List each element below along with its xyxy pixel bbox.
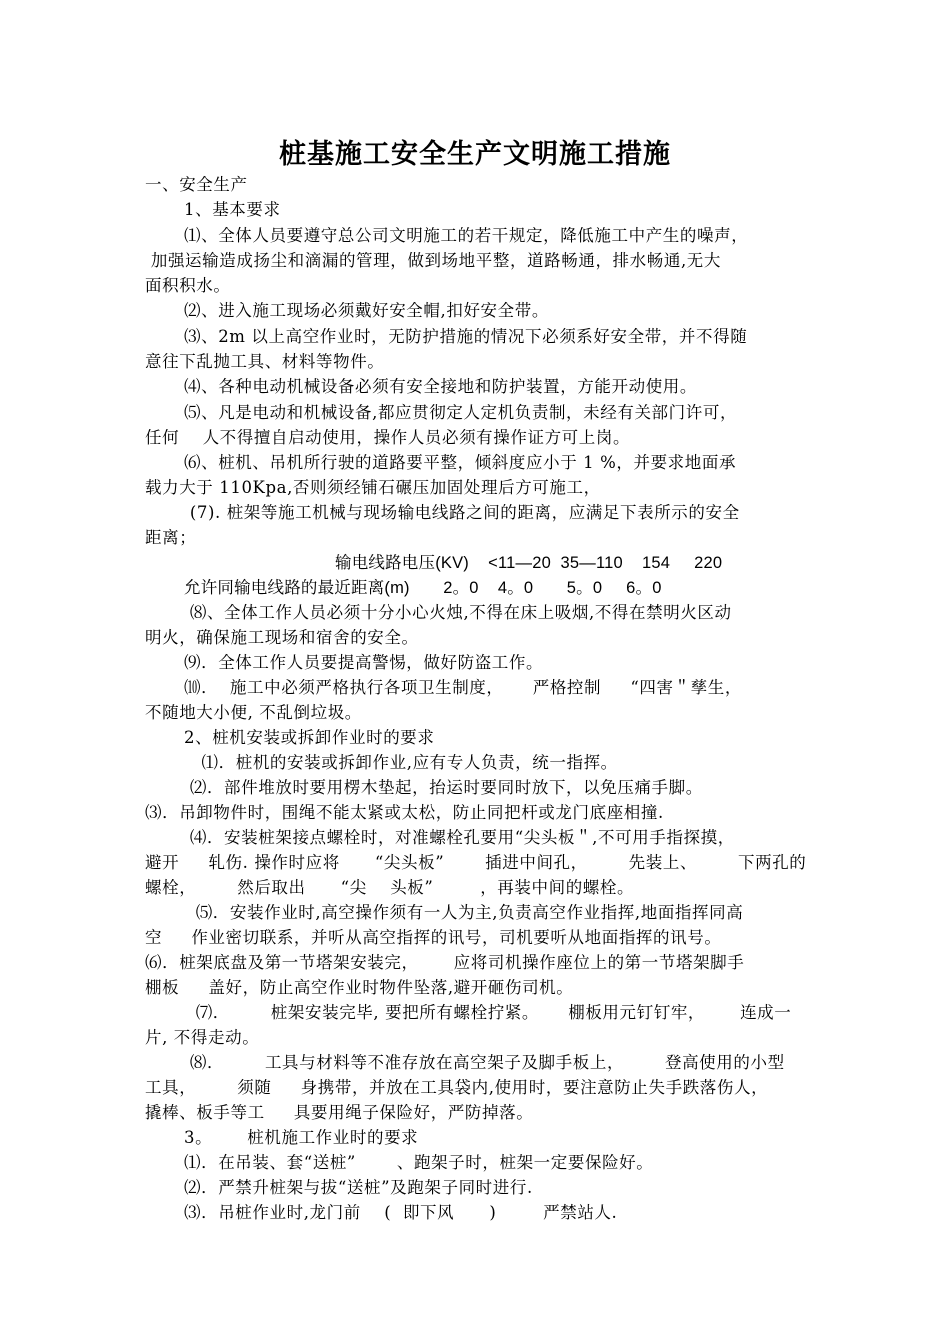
paragraph-line: 避开 轧伤. 操作时应将 “尖头板” 插进中间孔， 先装上、 下两孔的 [145, 853, 807, 872]
page-title: 桩基施工安全生产文明施工措施 [279, 139, 671, 170]
paragraph-line: 棚板 盖好，防止高空作业时物件坠落,避开砸伤司机。 [145, 978, 574, 997]
table-value-row: 允许同输电线路的最近距离(m) 2。0 4。0 5。0 6。0 [184, 579, 662, 597]
paragraph-line: ⑴．桩机的安装或拆卸作业,应有专人负责，统一指挥。 [184, 753, 618, 772]
paragraph-line: 工具， 须随 身携带，并放在工具袋内,使用时，要注意防止失手跌落伤人， [145, 1078, 769, 1097]
table-header-row: 输电线路电压(KV) <11—20 35—110 154 220 [335, 554, 723, 572]
paragraph-line: ⑹．桩架底盘及第一节塔架安装完， 应将司机操作座位上的第一节塔架脚手 [145, 953, 745, 972]
paragraph-line: 面积积水。 [145, 276, 231, 295]
paragraph-line: ⑵、进入施工现场必须戴好安全帽,扣好安全带。 [184, 301, 549, 320]
paragraph-line: ⑷、各种电动机械设备必须有安全接地和防护装置，方能开动使用。 [184, 377, 697, 396]
paragraph-line: 意往下乱抛工具、材料等物件。 [145, 352, 385, 371]
subsection-heading: 3。 桩机施工作业时的要求 [184, 1128, 419, 1147]
paragraph-line: 明火，确保施工现场和宿舍的安全。 [145, 628, 419, 647]
paragraph-line: ⑴．在吊装、套“送桩” 、跑架子时，桩架一定要保险好。 [184, 1153, 654, 1172]
paragraph-line: ⑶．吊桩作业时,龙门前 ( 即下风 ) 严禁站人. [184, 1203, 618, 1222]
paragraph-line: ⑶、2m 以上高空作业时，无防护措施的情况下必须系好安全带，并不得随 [184, 327, 748, 346]
paragraph-line: 空 作业密切联系，并听从高空指挥的讯号，司机要听从地面指挥的讯号。 [145, 928, 722, 947]
subsection-heading: 1、基本要求 [184, 200, 281, 219]
paragraph-line: ⑹、桩机、吊机所行驶的道路要平整，倾斜度应小于 1 %，并要求地面承 [184, 453, 737, 472]
paragraph-line: ⑺． 桩架安装完毕, 要把所有螺栓拧紧。 棚板用元钉钉牢， 连成一 [184, 1003, 792, 1022]
paragraph-line: 不随地大小便, 不乱倒垃圾。 [145, 703, 362, 722]
paragraph-line: ⑵．严禁升桩架与拔“送桩”及跑架子同时进行. [184, 1178, 533, 1197]
paragraph-line: 任何 人不得擅自启动使用，操作人员必须有操作证方可上岗。 [145, 428, 631, 447]
paragraph-line: ⑷．安装桩架接点螺栓时，对准螺栓孔要用“尖头板＂,不可用手指探摸， [184, 828, 735, 847]
paragraph-line: 载力大于 110Kpa,否则须经铺石碾压加固处理后方可施工， [145, 478, 601, 497]
paragraph-line: ⑻． 工具与材料等不准存放在高空架子及脚手板上， 登高使用的小型 [184, 1053, 785, 1072]
paragraph-line: ⑽． 施工中必须严格执行各项卫生制度， 严格控制 “四害＂孳生， [184, 678, 742, 697]
paragraph-line: 螺栓， 然后取出 “尖 头板” ，再装中间的螺栓。 [145, 878, 635, 897]
paragraph-line: ⑶．吊卸物件时，围绳不能太紧或太松，防止同把杆或龙门底座相撞. [145, 803, 664, 822]
paragraph-line: ⑻、全体工作人员必须十分小心火烛,不得在床上吸烟,不得在禁明火区动 [184, 603, 732, 622]
paragraph-line: 片, 不得走动。 [145, 1028, 260, 1047]
paragraph-line: ⑸、凡是电动和机械设备,都应贯彻定人定机负责制，未经有关部门许可， [184, 403, 738, 422]
paragraph-line: 加强运输造成扬尘和滴漏的管理，做到场地平整，道路畅通，排水畅通,无大 [145, 251, 721, 270]
paragraph-line: (7). 桩架等施工机械与现场输电线路之间的距离，应满足下表所示的安全 [184, 503, 740, 522]
paragraph-line: 距离； [145, 528, 197, 547]
subsection-heading: 2、桩机安装或拆卸作业时的要求 [184, 728, 435, 747]
paragraph-line: ⑸．安装作业时,高空操作须有一人为主,负责高空作业指挥,地面指挥同高 [184, 903, 744, 922]
section-heading: 一、安全生产 [145, 175, 248, 194]
paragraph-line: 撬棒、板手等工 具要用绳子保险好，严防掉落。 [145, 1103, 534, 1122]
paragraph-line: ⑵．部件堆放时要用楞木垫起，抬运时要同时放下，以免压痛手脚。 [184, 778, 703, 797]
paragraph-line: ⑼．全体工作人员要提高警惕，做好防盗工作。 [184, 653, 544, 672]
paragraph-line: ⑴、全体人员要遵守总公司文明施工的若干规定，降低施工中产生的噪声， [184, 226, 749, 245]
